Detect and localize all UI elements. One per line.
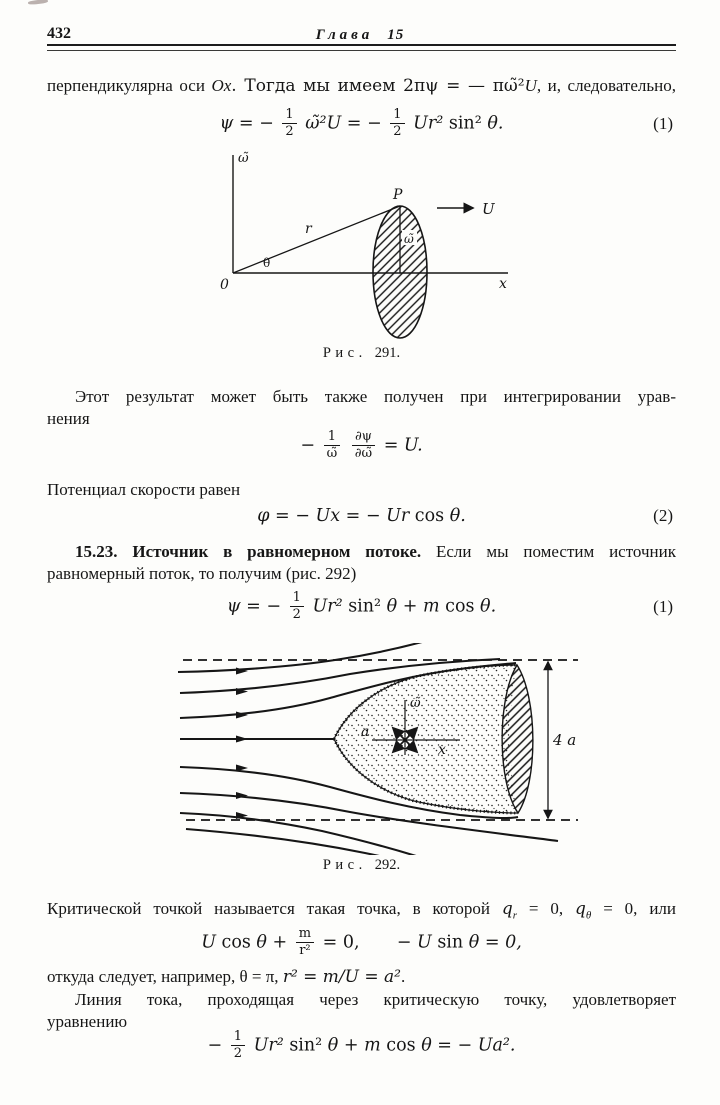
figure-292-caption bbox=[47, 857, 676, 874]
equation-source-stream bbox=[47, 590, 676, 624]
math-run: = 0, bbox=[517, 899, 564, 918]
math-run: Ox bbox=[211, 76, 232, 95]
equation-number: (1) bbox=[653, 113, 673, 133]
nose-distance-label: a bbox=[361, 724, 370, 740]
dimension-label: 4 a bbox=[553, 731, 577, 749]
math-run: U bbox=[524, 76, 537, 95]
scan-artifact bbox=[28, 0, 48, 5]
subscript: r bbox=[512, 909, 518, 922]
math-run: sin bbox=[437, 932, 464, 953]
point-p-label: P bbox=[393, 187, 403, 203]
math-run: = 0, bbox=[322, 932, 360, 953]
math-run: sin² bbox=[289, 1035, 323, 1056]
math-run: θ + m bbox=[386, 596, 440, 617]
math-run: ψ = − bbox=[219, 113, 274, 134]
radius-label: r bbox=[305, 221, 312, 237]
numerator: 1 bbox=[282, 107, 296, 124]
header-rule bbox=[47, 44, 676, 51]
denominator: 2 bbox=[292, 607, 301, 623]
fraction bbox=[231, 1029, 245, 1063]
fraction bbox=[290, 590, 304, 624]
paragraph-critical-point bbox=[47, 898, 676, 926]
denominator: 2 bbox=[285, 124, 294, 140]
math-run: − bbox=[300, 435, 316, 456]
equation-derivative bbox=[47, 429, 676, 463]
math-run: θ = − Ua². bbox=[421, 1035, 516, 1056]
numerator: 1 bbox=[290, 590, 304, 607]
chapter-number: 15 bbox=[387, 27, 405, 43]
text-run: Критической точкой называется такая точка, в которой bbox=[47, 899, 502, 918]
numerator: 1 bbox=[231, 1029, 245, 1046]
paragraph-consequence bbox=[47, 966, 676, 988]
denominator: ω̃ bbox=[326, 446, 338, 462]
denominator: 2 bbox=[233, 1046, 243, 1062]
math-run: = U. bbox=[383, 435, 423, 456]
text-run: Если мы поместим источник bbox=[436, 542, 676, 561]
math-run: q bbox=[575, 899, 586, 919]
numerator: ∂ψ bbox=[352, 429, 375, 446]
math-run: cos bbox=[445, 596, 475, 617]
fraction bbox=[352, 429, 375, 463]
math-run: q bbox=[501, 899, 513, 919]
math-run: cos bbox=[414, 506, 445, 526]
section-heading-line1 bbox=[47, 541, 676, 563]
math-run: ψ = − bbox=[226, 596, 282, 617]
equation-stream-function bbox=[47, 107, 676, 141]
origin-label: 0 bbox=[220, 277, 229, 293]
numerator: m bbox=[296, 926, 314, 943]
math-run: U bbox=[201, 932, 216, 953]
caption-word: Рис. bbox=[322, 857, 367, 873]
text-run: Линия тока, проходящая через критическую точку, удовлетворяет bbox=[75, 990, 676, 1009]
source-x-label: x bbox=[438, 742, 446, 758]
math-run: θ. bbox=[449, 506, 466, 526]
inner-omega-label: ω̃ bbox=[404, 232, 414, 246]
math-run: θ = 0, bbox=[468, 932, 522, 953]
paragraph-potential bbox=[47, 479, 676, 501]
equation-potential bbox=[47, 506, 676, 526]
chapter-word: Глава bbox=[315, 27, 374, 43]
paragraph-result-line2 bbox=[47, 408, 676, 430]
numerator: 1 bbox=[324, 429, 341, 446]
math-run: Ur² bbox=[312, 596, 343, 617]
caption-number: 291. bbox=[374, 345, 401, 361]
math-run: θ. bbox=[480, 596, 497, 617]
math-run: cos bbox=[221, 932, 251, 953]
text-run: равномерный поток, то получим (рис. 292) bbox=[47, 564, 357, 583]
equation-number: (2) bbox=[653, 506, 673, 525]
text-run: Этот результат может быть также получен при интегрировании урав- bbox=[75, 387, 676, 406]
math-run: sin² bbox=[448, 113, 482, 134]
velocity-label: U bbox=[482, 200, 495, 218]
paragraph-result-line1 bbox=[47, 386, 676, 408]
caption-word: Рис. bbox=[322, 345, 367, 361]
omega-axis-label: ω̃ bbox=[238, 151, 249, 166]
paragraph-streamline-line1 bbox=[47, 989, 676, 1011]
paragraph-intro bbox=[47, 75, 676, 97]
numerator: 1 bbox=[390, 107, 404, 124]
text-run: уравнению bbox=[47, 1012, 128, 1031]
math-run: r² = m/U = a² bbox=[282, 967, 401, 987]
equation-streamline-through-critical bbox=[47, 1029, 676, 1063]
denominator: ∂ω̃ bbox=[354, 446, 373, 462]
math-run: Ur² bbox=[413, 113, 444, 134]
text-run: Потенциал скорости равен bbox=[47, 480, 241, 499]
fraction bbox=[282, 107, 296, 141]
source-omega-label: ω̃ bbox=[410, 696, 421, 711]
math-run: sin² bbox=[348, 596, 382, 617]
fraction bbox=[296, 926, 314, 960]
figure-291-caption bbox=[47, 345, 676, 362]
subscript: θ bbox=[585, 909, 592, 922]
math-run: cos bbox=[386, 1035, 416, 1056]
figure-291 bbox=[150, 148, 550, 344]
fraction bbox=[324, 429, 341, 463]
section-title: 15.23. Источник в равномерном потоке. bbox=[75, 542, 422, 561]
math-run: ω̃²U = − bbox=[305, 113, 382, 134]
text-run: откуда следует, например, θ = π, bbox=[47, 967, 283, 986]
caption-number: 292. bbox=[374, 857, 401, 873]
x-axis-label: x bbox=[499, 276, 507, 292]
chapter-header bbox=[0, 27, 720, 44]
math-run: . Тогда мы имеем 2πψ = — πω̃² bbox=[231, 76, 525, 96]
figure-292 bbox=[150, 643, 590, 855]
equation-critical-conditions bbox=[47, 926, 676, 960]
math-run: − bbox=[207, 1035, 223, 1056]
section-heading-line2 bbox=[47, 563, 676, 585]
denominator: r² bbox=[299, 943, 311, 959]
text-run: перпендикулярна оси bbox=[47, 76, 212, 95]
math-run: θ + bbox=[256, 932, 288, 953]
math-run: φ = − Ux = − Ur bbox=[257, 506, 410, 526]
text-run: нения bbox=[47, 409, 90, 428]
text-run: , и, следовательно, bbox=[536, 76, 676, 95]
theta-label: θ bbox=[263, 256, 271, 270]
denominator: 2 bbox=[393, 124, 402, 140]
math-run: − U bbox=[396, 932, 432, 953]
math-run: θ + m bbox=[327, 1035, 381, 1056]
text-run: . bbox=[400, 967, 406, 986]
page-number: 432 bbox=[47, 25, 71, 42]
equation-number: (1) bbox=[653, 596, 673, 616]
math-run: = 0, или bbox=[591, 899, 676, 918]
fraction bbox=[390, 107, 404, 141]
math-run: θ. bbox=[487, 113, 504, 134]
math-run: Ur² bbox=[253, 1035, 284, 1056]
